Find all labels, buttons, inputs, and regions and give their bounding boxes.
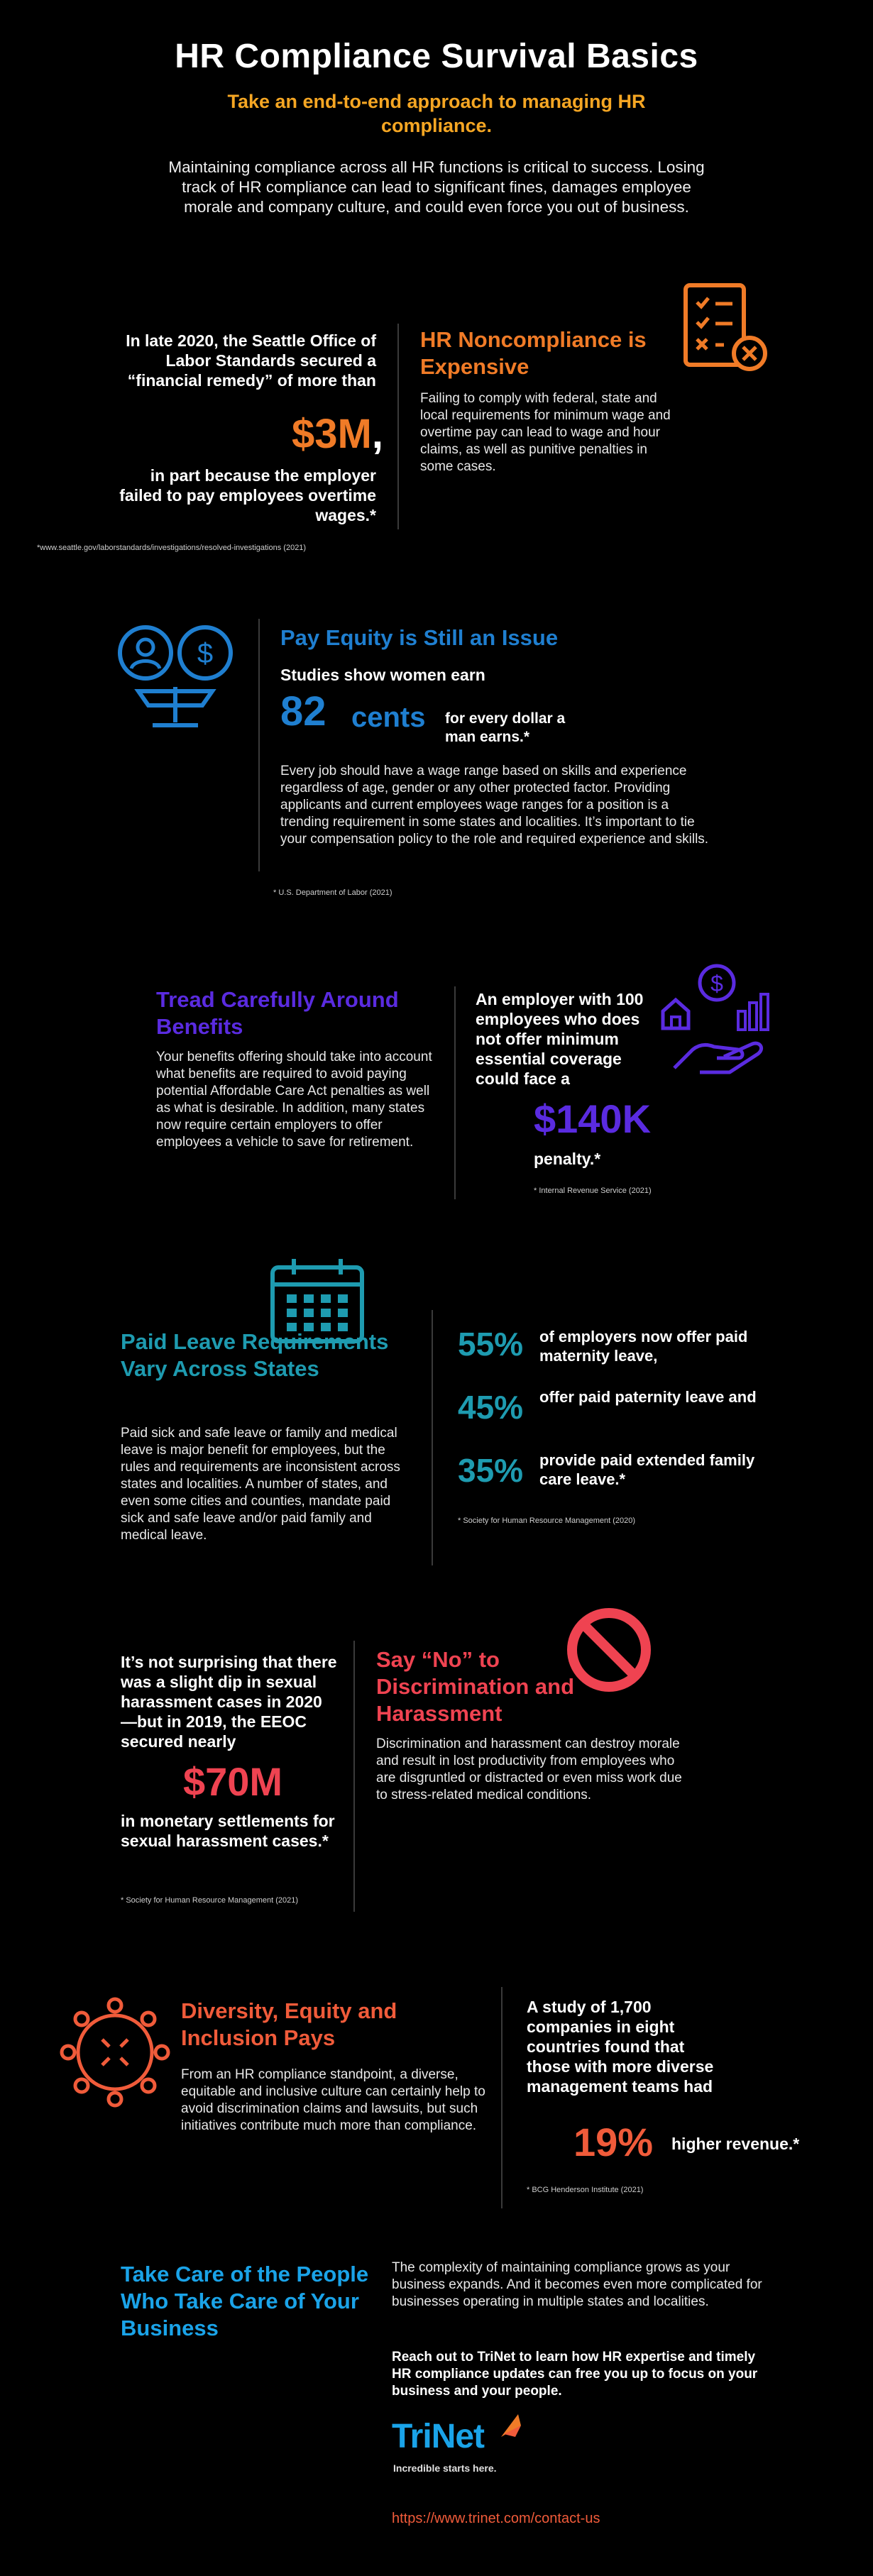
stat-value-1: 55%	[458, 1326, 524, 1363]
section-body: Your benefits offering should take into account what benefits are required to avoid paying potential Affordable Care Act penalties as well as what is desirable. In addition, many states now require certain employers to offer employees a vehicle to save for retirement.	[156, 1050, 432, 1150]
stat-value	[256, 412, 383, 457]
prohibited-icon	[564, 1605, 654, 1695]
svg-text:$: $	[710, 971, 723, 996]
section-body: Every job should have a wage range based on skills and experience regardless of age, gender or any other protected factor. Providing applicants and current employees wage ranges for a position is a trending requirement in some states and localities. It’s important to tie your compensation policy to the role and required experience and skills.	[280, 764, 709, 847]
contact-link[interactable]: https://www.trinet.com/contact-us	[392, 2511, 600, 2526]
divider	[454, 986, 456, 1199]
stat-value-3: 35%	[458, 1452, 524, 1489]
section-noncompliance	[0, 0, 873, 568]
stat-value: $70M	[183, 1759, 283, 1804]
stat-value-comma: ,	[371, 411, 383, 457]
stat-lead-text: An employer with 100 employees who does not offer minimum essential coverage could face a	[476, 990, 644, 1088]
stat-unit: cents	[351, 702, 426, 733]
section-body: From an HR compliance standpoint, a diverse, equitable and inclusive culture can certainly help to avoid discrimination claims and lawsuits, but such initiatives contribute much more than compliance.	[181, 2067, 485, 2133]
source-note: * Society for Human Resource Management (2020)	[458, 1517, 636, 1525]
stat-value: 19%	[573, 2120, 654, 2164]
trinet-logo	[392, 2413, 548, 2491]
stat-lead-text: Studies show women earn	[280, 666, 485, 684]
section-body: Failing to comply with federal, state and local requirements for minimum wage and overtime pay can lead to wage and hour claims, as well as punitive penalties in some cases.	[420, 391, 671, 474]
page-title: HR Compliance Survival Basics	[175, 38, 698, 75]
trinet-logo-text: TriNet	[392, 2418, 485, 2455]
stat-trail-text: for every dollar a man earns.*	[445, 710, 566, 745]
source-note: * Internal Revenue Service (2021)	[534, 1187, 652, 1195]
divider	[432, 1310, 433, 1565]
footer-title: Take Care of the People Who Take Care of Your Business	[121, 2262, 369, 2340]
stat-lead-text: It’s not surprising that there was a slight dip in sexual harassment cases in 2020—but in 2019, the EEOC secured nearly	[121, 1653, 337, 1751]
stat-text-1: of employers now offer paid maternity leave,	[539, 1328, 748, 1365]
pay-scale-icon	[117, 623, 238, 737]
stat-value: 82	[280, 688, 326, 734]
footer-body-1: The complexity of maintaining compliance grows as your business expands. And it becomes even more complicated for businesses operating in multiple states and localities.	[392, 2260, 762, 2309]
source-note: * U.S. Department of Labor (2021)	[273, 888, 392, 897]
section-body: Paid sick and safe leave or family and medical leave is major benefit for employees, but the rules and requirements are inconsistent across states and localities. A number of states, and even some cities and counties, mandate paid sick and safe leave and/or paid family and medical leave.	[121, 1426, 400, 1543]
footer-body-2: Reach out to TriNet to learn how HR expertise and timely HR compliance updates can free you up to focus on your business and your people.	[392, 2350, 758, 2399]
section-title: Say “No” to Discrimination and Harassment	[376, 1647, 575, 1726]
source-note: *www.seattle.gov/laborstandards/investigations/resolved-investigations (2021)	[37, 544, 307, 552]
section-title: Pay Equity is Still an Issue	[280, 625, 559, 650]
divider	[258, 619, 260, 871]
section-title: Diversity, Equity and Inclusion Pays	[181, 1998, 397, 2050]
benefits-hand-icon	[660, 962, 774, 1075]
svg-text:$: $	[197, 638, 214, 669]
trinet-tagline: Incredible starts here.	[393, 2462, 497, 2474]
trinet-logo-mark	[497, 2413, 525, 2441]
stat-trail-text: in monetary settlements for sexual harassment cases.*	[121, 1812, 335, 1850]
section-title: HR Noncompliance is Expensive	[420, 327, 647, 379]
stat-value: $140K	[534, 1096, 652, 1141]
source-note: * Society for Human Resource Management (2021)	[121, 1896, 299, 1905]
divider	[501, 1987, 503, 2208]
stat-value-number: $3M	[292, 411, 372, 457]
divider	[353, 1641, 355, 1912]
section-body: Discrimination and harassment can destroy morale and result in lost productivity from employees who are disgruntled or distracted or even miss work due to stress-related medical conditions.	[376, 1736, 682, 1802]
divider	[397, 324, 399, 529]
checklist-icon	[681, 282, 771, 375]
intro-paragraph: Maintaining compliance across all HR functions is critical to success. Losing track of HR compliance can lead to significant fines, damages employee morale and company culture, and could even force you out of business.	[168, 158, 705, 216]
section-title: Paid Leave Requirements Vary Across States	[121, 1329, 389, 1381]
stat-value-2: 45%	[458, 1389, 524, 1426]
page-subtitle: Take an end-to-end approach to managing HR compliance.	[227, 91, 646, 136]
source-note: * BCG Henderson Institute (2021)	[527, 2186, 644, 2194]
diversity-circle-icon	[58, 1996, 172, 2109]
stat-text-3: provide paid extended family care leave.*	[539, 1451, 755, 1488]
stat-lead-text: A study of 1,700 companies in eight countries found that those with more diverse management teams had	[527, 1998, 714, 2096]
stat-trail-text: in part because the employer failed to pay employees overtime wages.*	[119, 466, 376, 524]
section-title: Tread Carefully Around Benefits	[156, 987, 399, 1039]
stat-lead-text: In late 2020, the Seattle Office of Labor Standards secured a “financial remedy” of more than	[126, 331, 376, 390]
stat-trail-text: higher revenue.*	[671, 2135, 800, 2153]
stat-text-2: offer paid paternity leave and	[539, 1388, 757, 1406]
stat-trail-text: penalty.*	[534, 1150, 601, 1168]
